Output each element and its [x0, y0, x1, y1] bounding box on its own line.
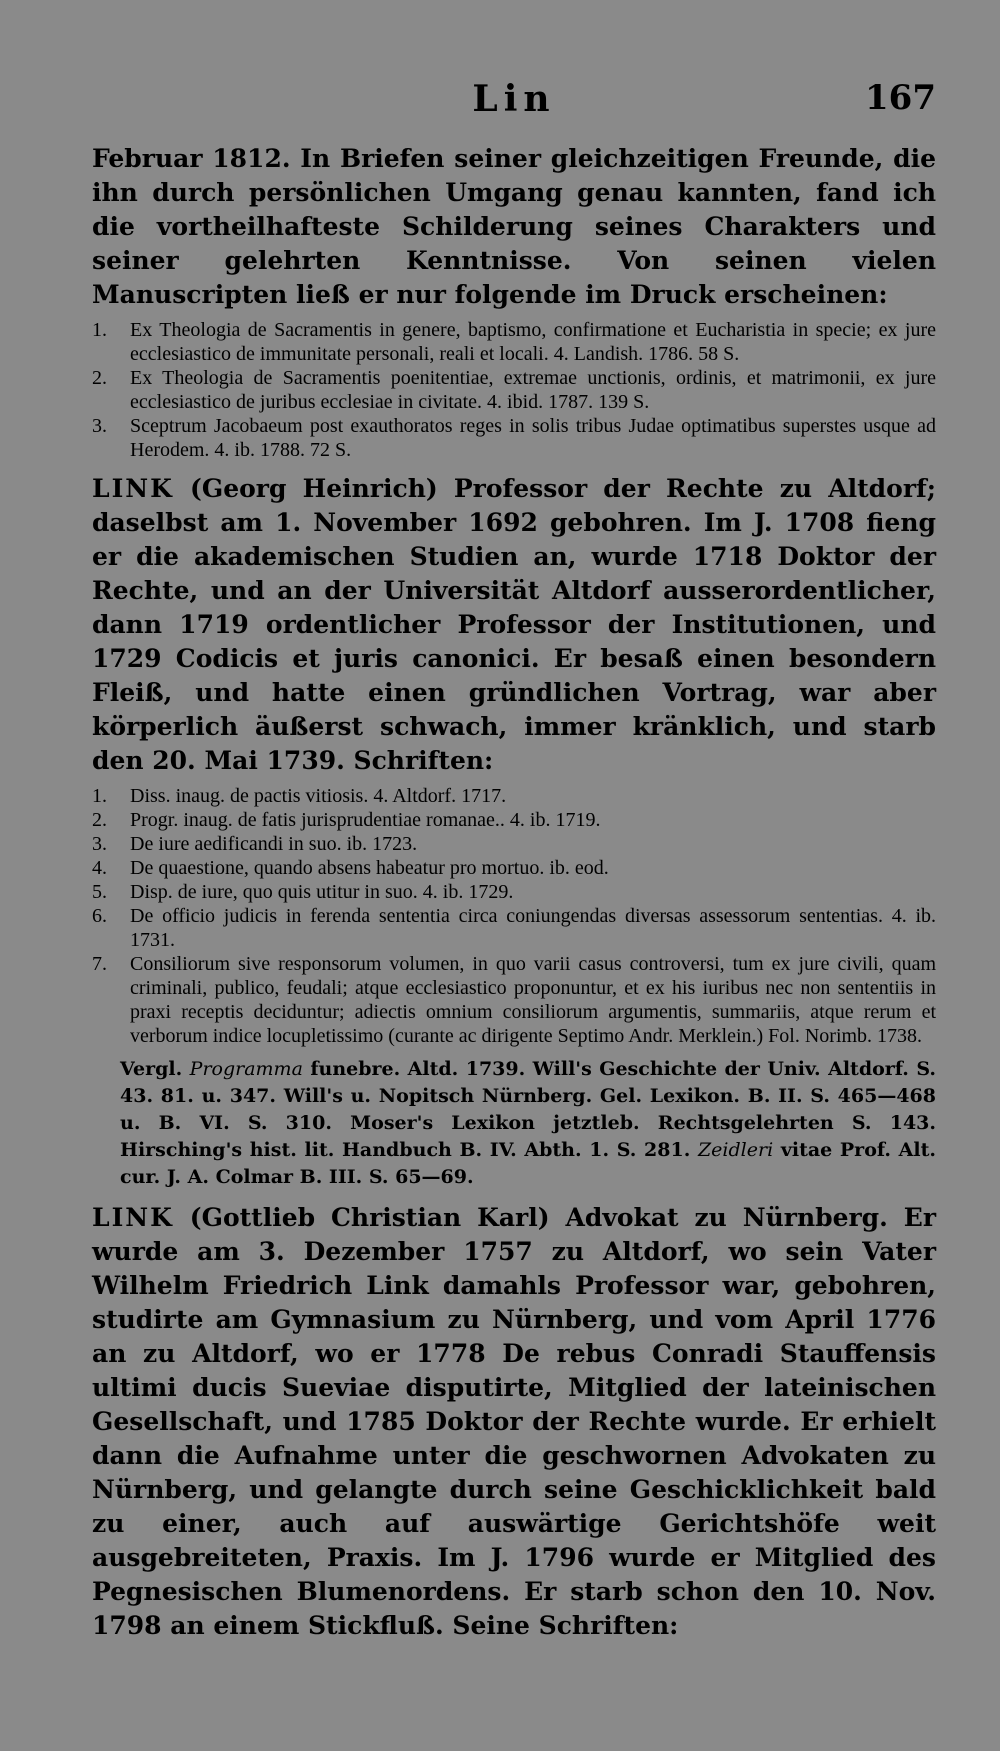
item-number: 3. — [92, 833, 107, 855]
ref-part: Vergl. — [120, 1058, 183, 1080]
item-number: 2. — [92, 367, 107, 389]
item-text: Sceptrum Jacobaeum post exauthoratos reges in solis tribus Judae optimatibus superstes usque ad Herodem. 4. ib. 1788. 72 S. — [130, 415, 936, 461]
item-number: 3. — [92, 415, 107, 437]
item-number: 1. — [92, 319, 107, 341]
item-text: Consiliorum sive responsorum volumen, in quo varii casus controversi, tum ex jure civili, quam criminali, publico, feudali; atque ecclesiastico proponuntur, et ex his iuribus nec non sententiis in praxi receptis deciduntur; adiectis omnium consiliorum argumentis, summariis, atque rerum et verborum indice locupletissimo (curante ac dirigente Septimo Andr. Merklein.) Fol. Norimb. 1738. — [130, 953, 936, 1047]
entry-georg-heinrich — [92, 472, 936, 778]
list-item — [92, 414, 936, 462]
list-item — [92, 366, 936, 414]
item-number: 2. — [92, 809, 107, 831]
list-item — [92, 832, 936, 856]
item-number: 4. — [92, 857, 107, 879]
entry-gottlieb-christian-karl — [92, 1201, 936, 1643]
entry-text: (Georg Heinrich) Professor der Rechte zu Altdorf; daselbst am 1. November 1692 gebohren. Im J. 1708 fieng er die akademischen Studien an, wurde 1718 Doktor der Rechte, und an der Universität Altdorf ausserordentlicher, dann 1719 ordentlicher Professor der Institutionen, und 1729 Codicis et juris canonici. Er besaß einen besondern Fleiß, und hatte einen gründlichen Vortrag, war aber körperlich äußerst schwach, immer kränklich, und starb den 20. Mai 1739. Schriften: — [92, 474, 936, 775]
references — [92, 1056, 936, 1191]
list-item — [92, 856, 936, 880]
intro-paragraph: Februar 1812. In Briefen seiner gleichzeitigen Freunde, die ihn durch persönlichen Umgang genau kannten, fand ich die vortheilhafteste Schilderung seines Charakters und seiner gelehrten Kenntnisse. Von seinen vielen Manuscripten ließ er nur folgende im Druck erscheinen: — [92, 144, 936, 309]
item-text: Diss. inaug. de pactis vitiosis. 4. Altdorf. 1717. — [130, 785, 507, 807]
entry-name: LINK — [92, 1203, 174, 1232]
works-list-2 — [92, 784, 936, 1048]
running-title: Lin — [472, 78, 556, 120]
works-list-1 — [92, 318, 936, 462]
item-text: Progr. inaug. de fatis jurisprudentiae romanae.. 4. ib. 1719. — [130, 809, 601, 831]
list-item — [92, 952, 936, 1048]
entry-text: (Gottlieb Christian Karl) Advokat zu Nürnberg. Er wurde am 3. Dezember 1757 zu Altdorf, wo sein Vater Wilhelm Friedrich Link damahls Professor war, gebohren, studirte am Gymnasium zu Nürnberg, und vom April 1776 an zu Altdorf, wo er 1778 De rebus Conradi Stauffensis ultimi ducis Sueviae disputirte, Mitglied der lateinischen Gesellschaft, und 1785 Doktor der Rechte wurde. Er erhielt dann die Aufnahme unter die geschwornen Advokaten zu Nürnberg, und gelangte durch seine Geschicklichkeit bald zu einer, auch auf auswärtige Gerichtshöfe weit ausgebreiteten, Praxis. Im J. 1796 wurde er Mitglied des Pegnesischen Blumenordens. Er starb schon den 10. Nov. 1798 an einem Stickfluß. Seine Schriften: — [92, 1203, 936, 1640]
item-number: 1. — [92, 785, 107, 807]
item-number: 5. — [92, 881, 107, 903]
item-text: Ex Theologia de Sacramentis in genere, baptismo, confirmatione et Eucharistia in specie; ex jure ecclesiastico de immunitate personali, reali et locali. 4. Landish. 1786. 58 S. — [130, 319, 936, 365]
item-number: 6. — [92, 905, 107, 927]
ref-part: vitae Prof. Alt. cur. J. A. Colmar B. III. S. 65—69. — [120, 1139, 936, 1188]
ref-part: funebre. Altd. 1739. Will's Geschichte der Univ. Altdorf. S. 43. 81. u. 347. Will's u. Nopitsch Nürnberg. Gel. Lexikon. B. II. S. 465—468 u. B. VI. S. 310. Moser's Lexikon jetztleb. Rechtsgelehrten S. 143. Hirsching's hist. lit. Handbuch B. IV. Abth. 1. S. 281. — [120, 1058, 937, 1161]
item-text: De iure aedificandi in suo. ib. 1723. — [130, 833, 418, 855]
item-text: De quaestione, quando absens habeatur pro mortuo. ib. eod. — [130, 857, 609, 879]
list-item — [92, 880, 936, 904]
page-header — [92, 72, 936, 132]
item-text: De officio judicis in ferenda sententia circa coniungendas diversas assessorum sententias. 4. ib. 1731. — [130, 905, 936, 951]
entry-name: LINK — [92, 474, 174, 503]
item-text: Disp. de iure, quo quis utitur in suo. 4. ib. 1729. — [130, 881, 514, 903]
page-number: 167 — [865, 78, 936, 118]
list-item — [92, 808, 936, 832]
item-text: Ex Theologia de Sacramentis poenitentiae, extremae unctionis, ordinis, et matrimonii, ex jure ecclesiastico de juribus ecclesiae in civitate. 4. ibid. 1787. 139 S. — [130, 367, 936, 413]
ref-part: Programma — [189, 1058, 303, 1080]
ref-part: Zeidleri — [697, 1139, 774, 1161]
list-item — [92, 318, 936, 366]
item-number: 7. — [92, 953, 107, 975]
list-item — [92, 784, 936, 808]
list-item — [92, 904, 936, 952]
